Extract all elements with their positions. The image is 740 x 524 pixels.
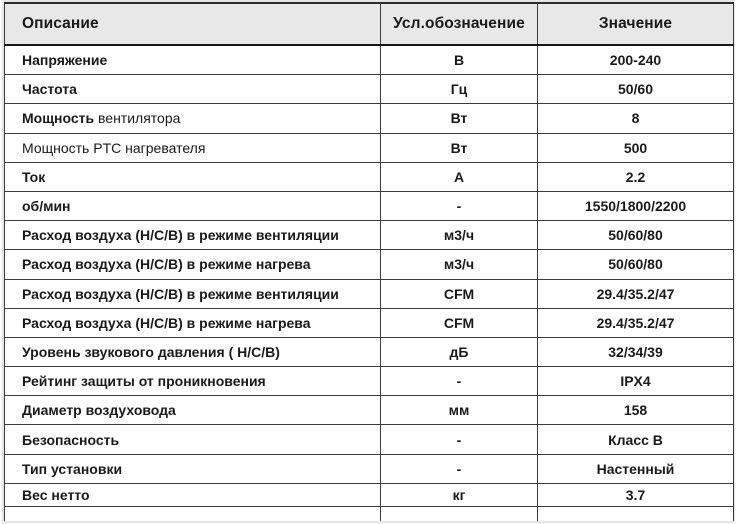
description-text: Расход воздуха (Н/С/В) в режиме нагрева	[22, 314, 311, 331]
description-text: Рейтинг защиты от проникновения	[22, 373, 266, 390]
value-cell: 29.4/35.2/47	[538, 308, 734, 337]
table-row	[5, 425, 734, 454]
table-row	[5, 104, 734, 133]
table-row	[5, 75, 734, 104]
unit-cell: -	[381, 191, 538, 220]
description-text: Ток	[22, 168, 46, 185]
table-row	[5, 367, 734, 396]
table-row	[5, 133, 734, 162]
description-cell	[5, 396, 381, 425]
unit-cell: -	[381, 425, 538, 454]
description-cell	[5, 221, 381, 250]
description-cell	[5, 483, 381, 506]
description-cell	[5, 75, 381, 104]
value-cell: 50/60/80	[538, 221, 734, 250]
unit-cell: CFM	[381, 279, 538, 308]
description-cell	[5, 425, 381, 454]
description-text: Безопасность	[22, 431, 120, 448]
description-text: Тип установки	[22, 460, 123, 477]
description-cell	[5, 454, 381, 483]
table-row	[5, 483, 734, 506]
description-text: Мощность	[22, 110, 95, 127]
unit-cell: Вт	[381, 133, 538, 162]
unit-cell: мм	[381, 396, 538, 425]
header-description: Описание	[5, 3, 381, 45]
header-value: Значение	[538, 3, 734, 45]
value-cell: 50/60	[538, 75, 734, 104]
description-cell	[5, 162, 381, 191]
description-cell	[5, 191, 381, 220]
description-cell	[5, 279, 381, 308]
description-cell	[5, 308, 381, 337]
unit-cell: м3/ч	[381, 250, 538, 279]
unit-cell: дБ	[381, 337, 538, 366]
unit-cell: -	[381, 454, 538, 483]
value-cell: 3.7	[538, 483, 734, 506]
value-cell: 158	[538, 396, 734, 425]
description-text-light: Мощность PTC нагревателя	[22, 139, 206, 156]
table-row	[5, 162, 734, 191]
table-row	[5, 45, 734, 75]
table-row	[5, 308, 734, 337]
table-row	[5, 250, 734, 279]
unit-cell: м3/ч	[381, 221, 538, 250]
description-text-light: вентилятора	[94, 110, 181, 127]
description-cell	[5, 506, 381, 521]
description-text: Частота	[22, 81, 77, 98]
cutoff-row	[5, 506, 734, 521]
description-cell	[5, 133, 381, 162]
value-cell: 500	[538, 133, 734, 162]
unit-cell	[381, 506, 538, 521]
value-cell: 50/60/80	[538, 250, 734, 279]
spec-table-body	[5, 45, 734, 521]
value-cell: IPX4	[538, 367, 734, 396]
header-unit: Усл.обозначение	[381, 3, 538, 45]
description-cell	[5, 45, 381, 75]
value-cell: Настенный	[538, 454, 734, 483]
description-cell	[5, 337, 381, 366]
value-cell: 29.4/35.2/47	[538, 279, 734, 308]
unit-cell: Гц	[381, 75, 538, 104]
value-cell: 32/34/39	[538, 337, 734, 366]
value-cell: Класс В	[538, 425, 734, 454]
description-text: Диаметр воздуховода	[22, 402, 176, 419]
description-cell	[5, 250, 381, 279]
description-text: Расход воздуха (Н/С/В) в режиме вентиляции	[22, 285, 339, 302]
unit-cell: А	[381, 162, 538, 191]
table-row	[5, 191, 734, 220]
description-text: Вес нетто	[22, 486, 90, 503]
description-text: Расход воздуха (Н/С/В) в режиме нагрева	[22, 256, 311, 273]
table-row	[5, 221, 734, 250]
value-cell: 8	[538, 104, 734, 133]
unit-cell: Вт	[381, 104, 538, 133]
description-text: Напряжение	[22, 52, 108, 69]
table-row	[5, 337, 734, 366]
description-cell	[5, 104, 381, 133]
unit-cell: кг	[381, 483, 538, 506]
value-cell: 200-240	[538, 45, 734, 75]
specification-table	[4, 2, 734, 521]
description-cell	[5, 367, 381, 396]
unit-cell: CFM	[381, 308, 538, 337]
header-row	[5, 3, 734, 45]
table-header	[5, 3, 734, 45]
unit-cell: -	[381, 367, 538, 396]
value-cell: 2.2	[538, 162, 734, 191]
table-row	[5, 396, 734, 425]
description-text: Расход воздуха (Н/С/В) в режиме вентиляции	[22, 227, 339, 244]
value-cell	[538, 506, 734, 521]
specification-table-container	[4, 2, 733, 521]
table-row	[5, 279, 734, 308]
description-text: Уровень звукового давления ( Н/С/В)	[22, 343, 280, 360]
value-cell: 1550/1800/2200	[538, 191, 734, 220]
unit-cell: В	[381, 45, 538, 75]
table-row	[5, 454, 734, 483]
description-text: об/мин	[22, 198, 71, 215]
